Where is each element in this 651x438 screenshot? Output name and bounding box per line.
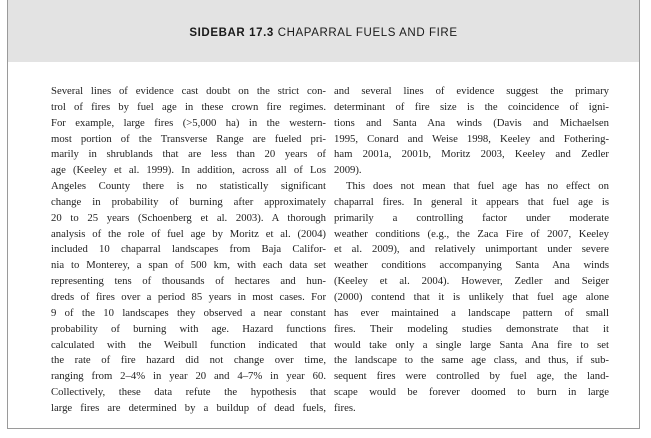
text-line: (Keeley et al. 2004). However, Zedler and Seiger [334,275,609,288]
text-line: chaparral fires. In general it appears that fuel age is [334,195,609,208]
text-line: has ever maintained a landscape pattern of small [334,306,609,319]
text-line: large fires are determined by a buildup of dead fuels, [51,401,326,414]
sidebar-heading: CHAPARRAL FUELS AND FIRE [277,27,458,39]
text-line: most portion of the Transverse Range are fueled pri- [51,132,326,145]
text-line: primarily a controlling factor under moderate [334,211,609,224]
text-line: trol of fires by fuel age in these crown fire regimes. [51,100,326,113]
text-line: dreds of fires over a period 85 years in most cases. For [51,290,326,303]
sidebar-title [8,27,639,39]
text-line: 2009). [334,164,362,177]
right-column [334,84,609,417]
text-line: Collectively, these data refute the hypothesis that [51,386,326,399]
text-line: Angeles County there is no statistically significant [51,180,326,193]
text-line: For example, large fires (>5,000 ha) in the western- [51,116,326,129]
text-line: 1995, Conard and Weise 1998, Keeley and Fothering- [334,132,609,145]
text-line: sequent fires were controlled by fuel age, the land- [334,370,609,383]
sidebar-label: SIDEBAR 17.3 [189,27,274,39]
text-line: the rate of fire hazard did not change over time, [51,354,326,367]
text-line: tions and Santa Ana winds (Davis and Michaelsen [334,116,609,129]
text-line: This does not mean that fuel age has no effect on [346,180,609,193]
text-line: scape would be forever doomed to burn in large [334,386,609,399]
text-line: weather conditions accompanying Santa Ana winds [334,259,609,272]
text-line: 20 to 25 years (Schoenberg et al. 2003). A thorough [51,211,326,224]
text-line: fires. [334,401,356,414]
text-line: et al. 2009), and relatively unimportant under severe [334,243,609,256]
text-line: included 10 chaparral landscapes from Baja Califor- [51,243,326,256]
left-column [51,84,326,417]
text-line: change in probability of burning after approximately [51,195,326,208]
sidebar-header [8,0,639,62]
text-line: age (Keeley et al. 1999). In addition, across all of Los [51,164,326,177]
text-line: and several lines of evidence suggest the primary [334,85,609,97]
text-line: Several lines of evidence cast doubt on the strict con- [51,85,326,97]
text-line: analysis of the role of fuel age by Moritz et al. (2004) [51,227,326,240]
text-line: ranging from 2–4% in year 20 and 4–7% in year 60. [51,370,326,383]
text-line: nia to Monterey, a span of 500 km, with each data set [51,259,326,272]
text-line: ham 2001a, 2001b, Moritz 2003, Keeley and Zedler [334,148,609,161]
text-line: would take only a single large Santa Ana fire to set [334,338,609,351]
text-line: representing tens of thousands of hectares and hun- [51,275,326,288]
text-line: 9 of the 10 landscapes they observed a near constant [51,306,326,319]
text-line: the landscape to the same age class, and thus, if sub- [334,354,609,367]
text-line: (2000) contend that it is unlikely that fuel age alone [334,290,609,303]
text-line: fires. Their modeling studies demonstrate that it [334,322,609,335]
text-line: determinant of fire size is the coincidence of igni- [334,100,609,113]
text-line: probability of burning with age. Hazard functions [51,322,326,335]
text-line: calculated with the Weibull function indicated that [51,338,326,351]
text-line: marily in shrublands that are less than 20 years of [51,148,326,161]
text-line: weather conditions (e.g., the Zaca Fire of 2007, Keeley [334,227,609,240]
